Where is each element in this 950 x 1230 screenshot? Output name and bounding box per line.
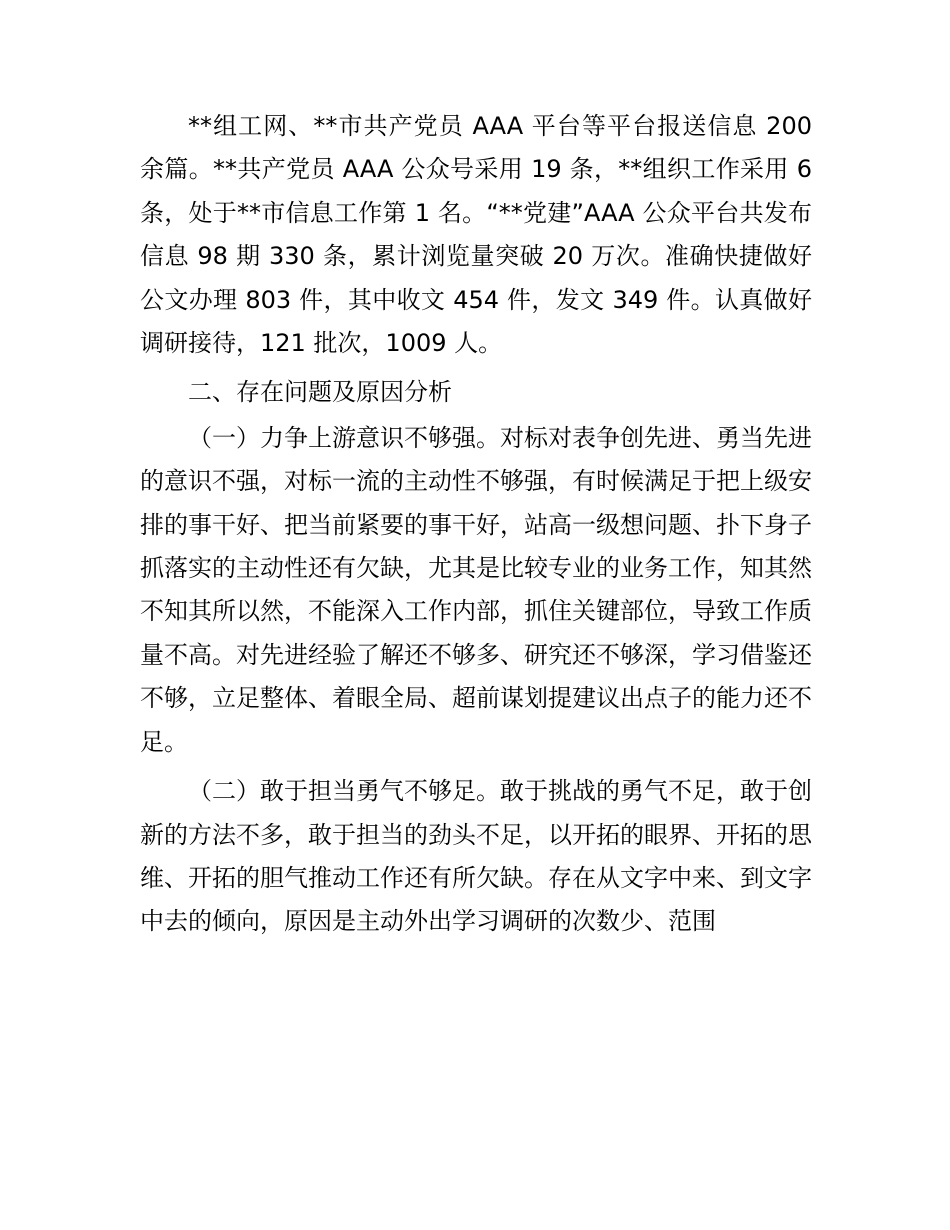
paragraph-work-summary: **组工网、**市共产党员 AAA 平台等平台报送信息 200 余篇。**共产党员 AAA 公众号采用 19 条，**组织工作采用 6 条，处于**市信息工作第 1 名。“**党建”AAA 公众平台共发布信息 98 期 330 条，累计浏览量突破 20 万次。准确快捷做好公文办理 803 件，其中收文 454 件，发文 349 件。认真做好调研接待，121 批次，1009 人。 — [140, 112, 812, 358]
document-body — [140, 105, 812, 944]
paragraph-item-one: （一）力争上游意识不够强。对标对表争创先进、勇当先进的意识不强，对标一流的主动性不够强，有时候满足于把上级安排的事干好、把当前紧要的事干好，站高一级想问题、扑下身子抓落实的主动性还有欠缺，尤其是比较专业的业务工作，知其然不知其所以然，不能深入工作内部，抓住关键部位，导致工作质量不高。对先进经验了解还不够多、研究还不够深，学习借鉴还不够，立足整体、着眼全局、超前谋划提建议出点子的能力还不足。 — [140, 423, 812, 756]
section-heading-problems: 二、存在问题及原因分析 — [188, 378, 452, 407]
paragraph-item-two: （二）敢于担当勇气不够足。敢于挑战的勇气不足，敢于创新的方法不多，敢于担当的劲头不足，以开拓的眼界、开拓的思维、开拓的胆气推动工作还有所欠缺。存在从文字中来、到文字中去的倾向，原因是主动外出学习调研的次数少、范围 — [140, 777, 812, 936]
